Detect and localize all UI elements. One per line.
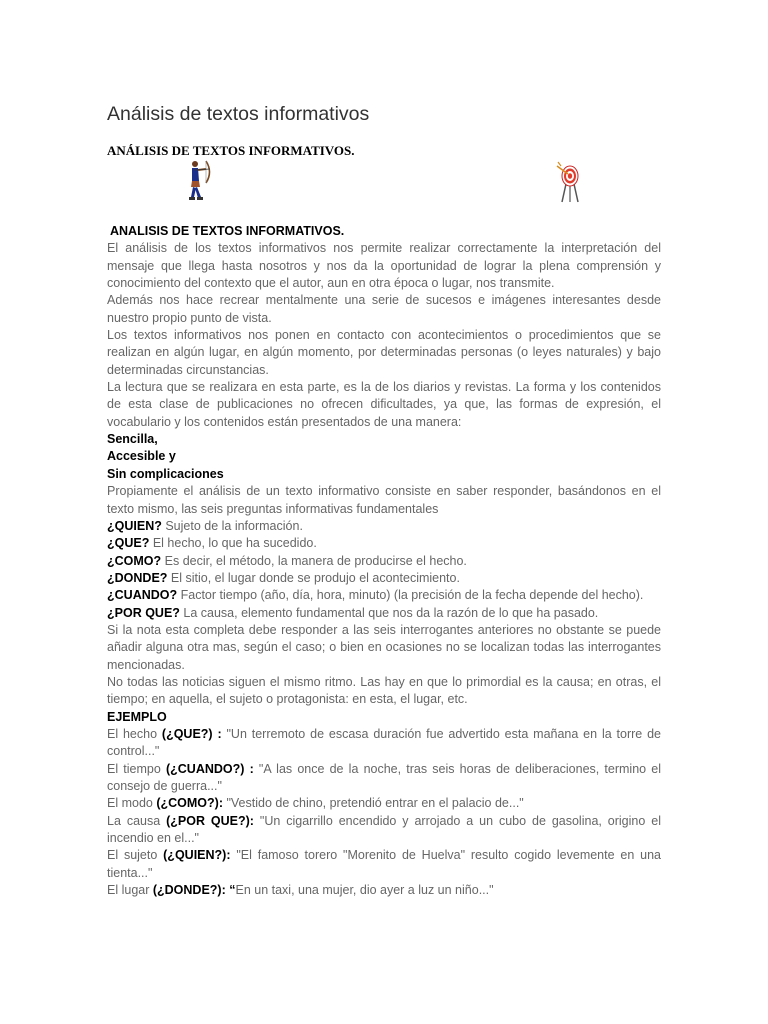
example-item [107,882,661,899]
question-item [107,518,661,535]
question-item [107,553,661,570]
paragraph: Además nos hace recrear mentalmente una serie de sucesos e imágenes interesantes desde nuestro propio punto de vista. [107,293,661,325]
question-label: ¿DONDE? [107,570,168,585]
archer-icon [186,159,214,203]
example-text: "A las once de la noche, tras seis horas de deliberaciones, termino el consejo de guerra..." [107,761,661,793]
example-item [107,847,661,882]
question-item [107,587,661,604]
section-heading: ANALISIS DE TEXTOS INFORMATIVOS. [110,224,345,238]
example-item [107,795,661,812]
example-prefix: El tiempo [107,761,166,776]
example-label: (¿DONDE?): “ [152,883,236,898]
document-title: Análisis de textos informativos [107,103,370,125]
example-prefix: El sujeto [107,848,164,863]
example-text: "Un terremoto de escasa duración fue advertido esta mañana en la torre de control..." [107,726,662,759]
example-label: (¿CUANDO?) : [165,761,254,776]
question-item [107,535,661,552]
question-text: Sujeto de la información. [161,518,303,533]
question-label: ¿POR QUE? [107,605,180,620]
question-text: Factor tiempo (año, día, hora, minuto) (la precisión de la fecha depende del hecho). [177,588,644,603]
question-label: ¿CUANDO? [107,588,178,603]
example-item [107,813,661,848]
question-text: El sitio, el lugar donde se produjo el acontecimiento. [167,570,460,585]
question-text: Es decir, el método, la manera de producirse el hecho. [161,553,467,568]
question-text: El hecho, lo que ha sucedido. [149,536,317,551]
paragraph: Si la nota esta completa debe responder a las seis interrogantes anteriores no obstante se puede añadir alguna otra mas, según el caso; o bien en ocasiones no se localizan todas las interrogantes mencionadas. [107,622,661,672]
example-prefix: El modo [107,796,157,811]
example-prefix: La causa [107,813,167,828]
quality-item: Sencilla, [107,432,158,447]
example-text: "El famoso torero "Morenito de Huelva" resulto cogido levemente en una tienta..." [107,848,661,880]
archery-target-icon [555,160,585,204]
example-prefix: El hecho [107,726,162,741]
quality-item: Accesible y [107,449,176,464]
example-label: (¿QUE?) : [161,726,222,741]
serif-heading: ANÁLISIS DE TEXTOS INFORMATIVOS. [107,143,355,158]
paragraph: El análisis de los textos informativos nos permite realizar correctamente la interpretación del mensaje que llega hasta nosotros y nos da la oportunidad de lograr la plena comprensión y conocimiento del contexto que el autor, aun en otra época o lugar, nos transmite. [107,241,661,291]
intro-paragraph: Propiamente el análisis de un texto informativo consiste en saber responder, basándonos en el texto mismo, las seis preguntas informativas fundamentales [107,484,661,516]
question-text: La causa, elemento fundamental que nos da la razón de lo que ha pasado. [179,605,599,620]
example-label: (¿POR QUE?): [166,813,254,828]
paragraph: No todas las noticias siguen el mismo ritmo. Las hay en que lo primordial es la causa; en otras, el tiempo; en aquella, el sujeto o protagonista: en esta, el lugar, etc. [107,674,661,707]
example-label: (¿QUIEN?): [163,848,231,863]
paragraph: Los textos informativos nos ponen en contacto con acontecimientos o procedimientos que se realizan en algún lugar, en algún momento, por determinadas personas (o leyes naturales) y bajo determinadas circunstancias. [107,328,661,377]
question-label: ¿COMO? [107,553,162,568]
question-label: ¿QUE? [107,536,150,551]
example-text: En un taxi, una mujer, dio ayer a luz un niño..." [235,883,494,898]
example-label: (¿COMO?): [156,796,223,811]
quality-item: Sin complicaciones [107,466,224,481]
question-item [107,570,661,587]
example-text: "Un cigarrillo encendido y arrojado a un cubo de gasolina, origino el incendio en el..." [107,813,661,846]
question-label: ¿QUIEN? [107,518,162,533]
question-item [107,605,661,622]
example-heading: EJEMPLO [107,709,167,724]
paragraph: La lectura que se realizara en esta parte, es la de los diarios y revistas. La forma y los contenidos de esta clase de publicaciones no ofrecen dificultades, ya que, las formas de expresión, el vocabulario y los contenidos están presentados de una manera: [107,380,661,429]
example-item [107,761,661,796]
document-body [107,223,661,899]
example-text: "Vestido de chino, pretendió entrar en el palacio de..." [223,796,524,811]
example-item [107,726,661,761]
example-prefix: El lugar [107,883,153,898]
